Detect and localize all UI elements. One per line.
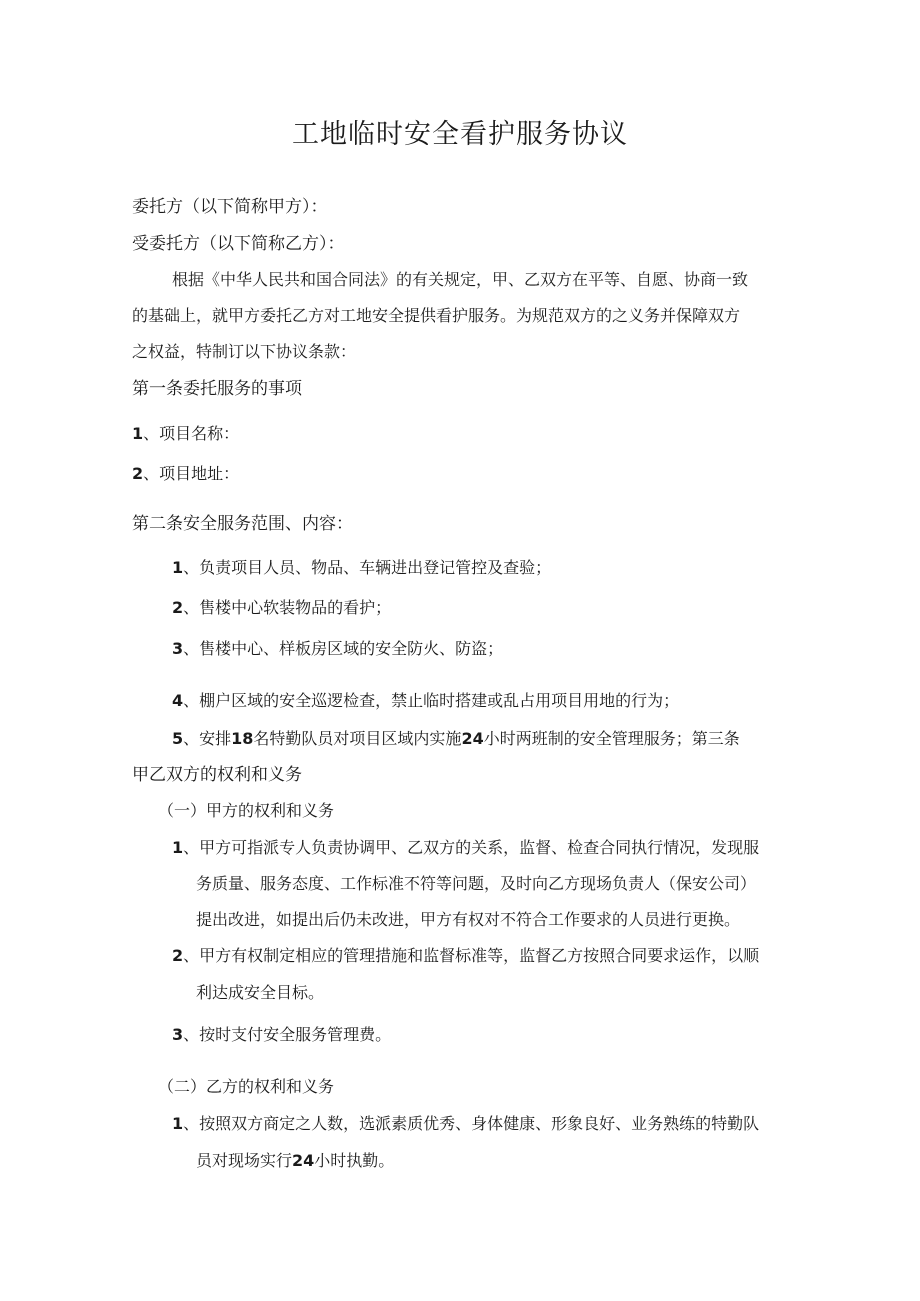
party-b-item-1-cont xyxy=(196,1150,394,1172)
article-1-heading: 第一条委托服务的事项 xyxy=(132,379,302,399)
item-number: 1 xyxy=(172,558,184,577)
preamble-line-1: 根据《中华人民共和国合同法》的有关规定，甲、乙双方在平等、自愿、协商一致 xyxy=(172,270,749,289)
item-text: 小时两班制的安全管理服务；第三条 xyxy=(483,729,740,748)
document-title: 工地临时安全看护服务协议 xyxy=(292,119,628,150)
item-text: 、棚户区域的安全巡逻检查，禁止临时搭建或乱占用项目用地的行为； xyxy=(183,691,680,710)
scope-item-4 xyxy=(172,690,679,712)
item-text: 、甲方有权制定相应的管理措施和监督标准等，监督乙方按照合同要求运作，以顺 xyxy=(183,946,760,965)
item-number: 2 xyxy=(132,464,144,483)
party-a-item-2 xyxy=(172,945,759,967)
party-b-item-1 xyxy=(172,1113,759,1135)
item-text: 小时执勤。 xyxy=(314,1151,395,1170)
item-text: 员对现场实行 xyxy=(196,1151,293,1170)
item-number: 1 xyxy=(172,1114,184,1133)
item-text: 、甲方可指派专人负责协调甲、乙双方的关系，监督、检查合同执行情况，发现服 xyxy=(183,838,760,857)
project-name-line xyxy=(132,423,239,445)
article-2-heading: 第二条安全服务范围、内容： xyxy=(132,514,353,534)
item-number: 1 xyxy=(172,838,184,857)
scope-item-2 xyxy=(172,597,391,619)
item-number: 1 xyxy=(132,424,144,443)
client-party-line: 委托方（以下简称甲方）： xyxy=(132,197,328,217)
scope-item-1 xyxy=(172,557,551,579)
item-text: 、负责项目人员、物品、车辆进出登记管控及查验； xyxy=(183,558,552,577)
item-text: 、安排 xyxy=(183,729,232,748)
item-number: 3 xyxy=(172,1025,184,1044)
item-text: 名特勤队员对项目区域内实施 xyxy=(253,729,462,748)
scope-item-3 xyxy=(172,638,503,660)
item-number: 2 xyxy=(172,946,184,965)
item-number: 4 xyxy=(172,691,184,710)
item-text: 、售楼中心、样板房区域的安全防火、防盗； xyxy=(183,639,504,658)
item-text: 、项目地址： xyxy=(143,464,240,483)
party-a-item-3 xyxy=(172,1024,391,1046)
item-number: 3 xyxy=(172,639,184,658)
article-3-heading: 甲乙双方的权利和义务 xyxy=(132,765,302,785)
scope-item-5 xyxy=(172,728,740,750)
party-a-rights-heading: （一）甲方的权利和义务 xyxy=(158,801,335,820)
party-a-item-2-cont: 利达成安全目标。 xyxy=(196,983,325,1002)
preamble-line-2: 的基础上，就甲方委托乙方对工地安全提供看护服务。为规范双方的之义务并保障双方 xyxy=(132,306,741,325)
contractor-party-line: 受委托方（以下简称乙方）： xyxy=(132,234,345,254)
preamble-line-3: 之权益，特制订以下协议条款： xyxy=(132,342,357,361)
item-text: 、按时支付安全服务管理费。 xyxy=(183,1025,392,1044)
hours-value: 24 xyxy=(461,729,484,748)
item-text: 、项目名称： xyxy=(143,424,240,443)
party-a-item-1-cont-1: 务质量、服务态度、工作标准不符等问题，及时向乙方现场负责人（保安公司） xyxy=(196,874,757,893)
item-number: 5 xyxy=(172,729,184,748)
party-b-rights-heading: （二）乙方的权利和义务 xyxy=(158,1077,335,1096)
item-text: 、按照双方商定之人数，选派素质优秀、身体健康、形象良好、业务熟练的特勤队 xyxy=(183,1114,760,1133)
party-a-item-1-cont-2: 提出改进，如提出后仍未改进，甲方有权对不符合工作要求的人员进行更换。 xyxy=(196,910,741,929)
guard-count: 18 xyxy=(231,729,254,748)
item-number: 2 xyxy=(172,598,184,617)
item-text: 、售楼中心软装物品的看护； xyxy=(183,598,392,617)
hours-value: 24 xyxy=(292,1151,315,1170)
party-a-item-1 xyxy=(172,837,759,859)
project-address-line xyxy=(132,463,239,485)
